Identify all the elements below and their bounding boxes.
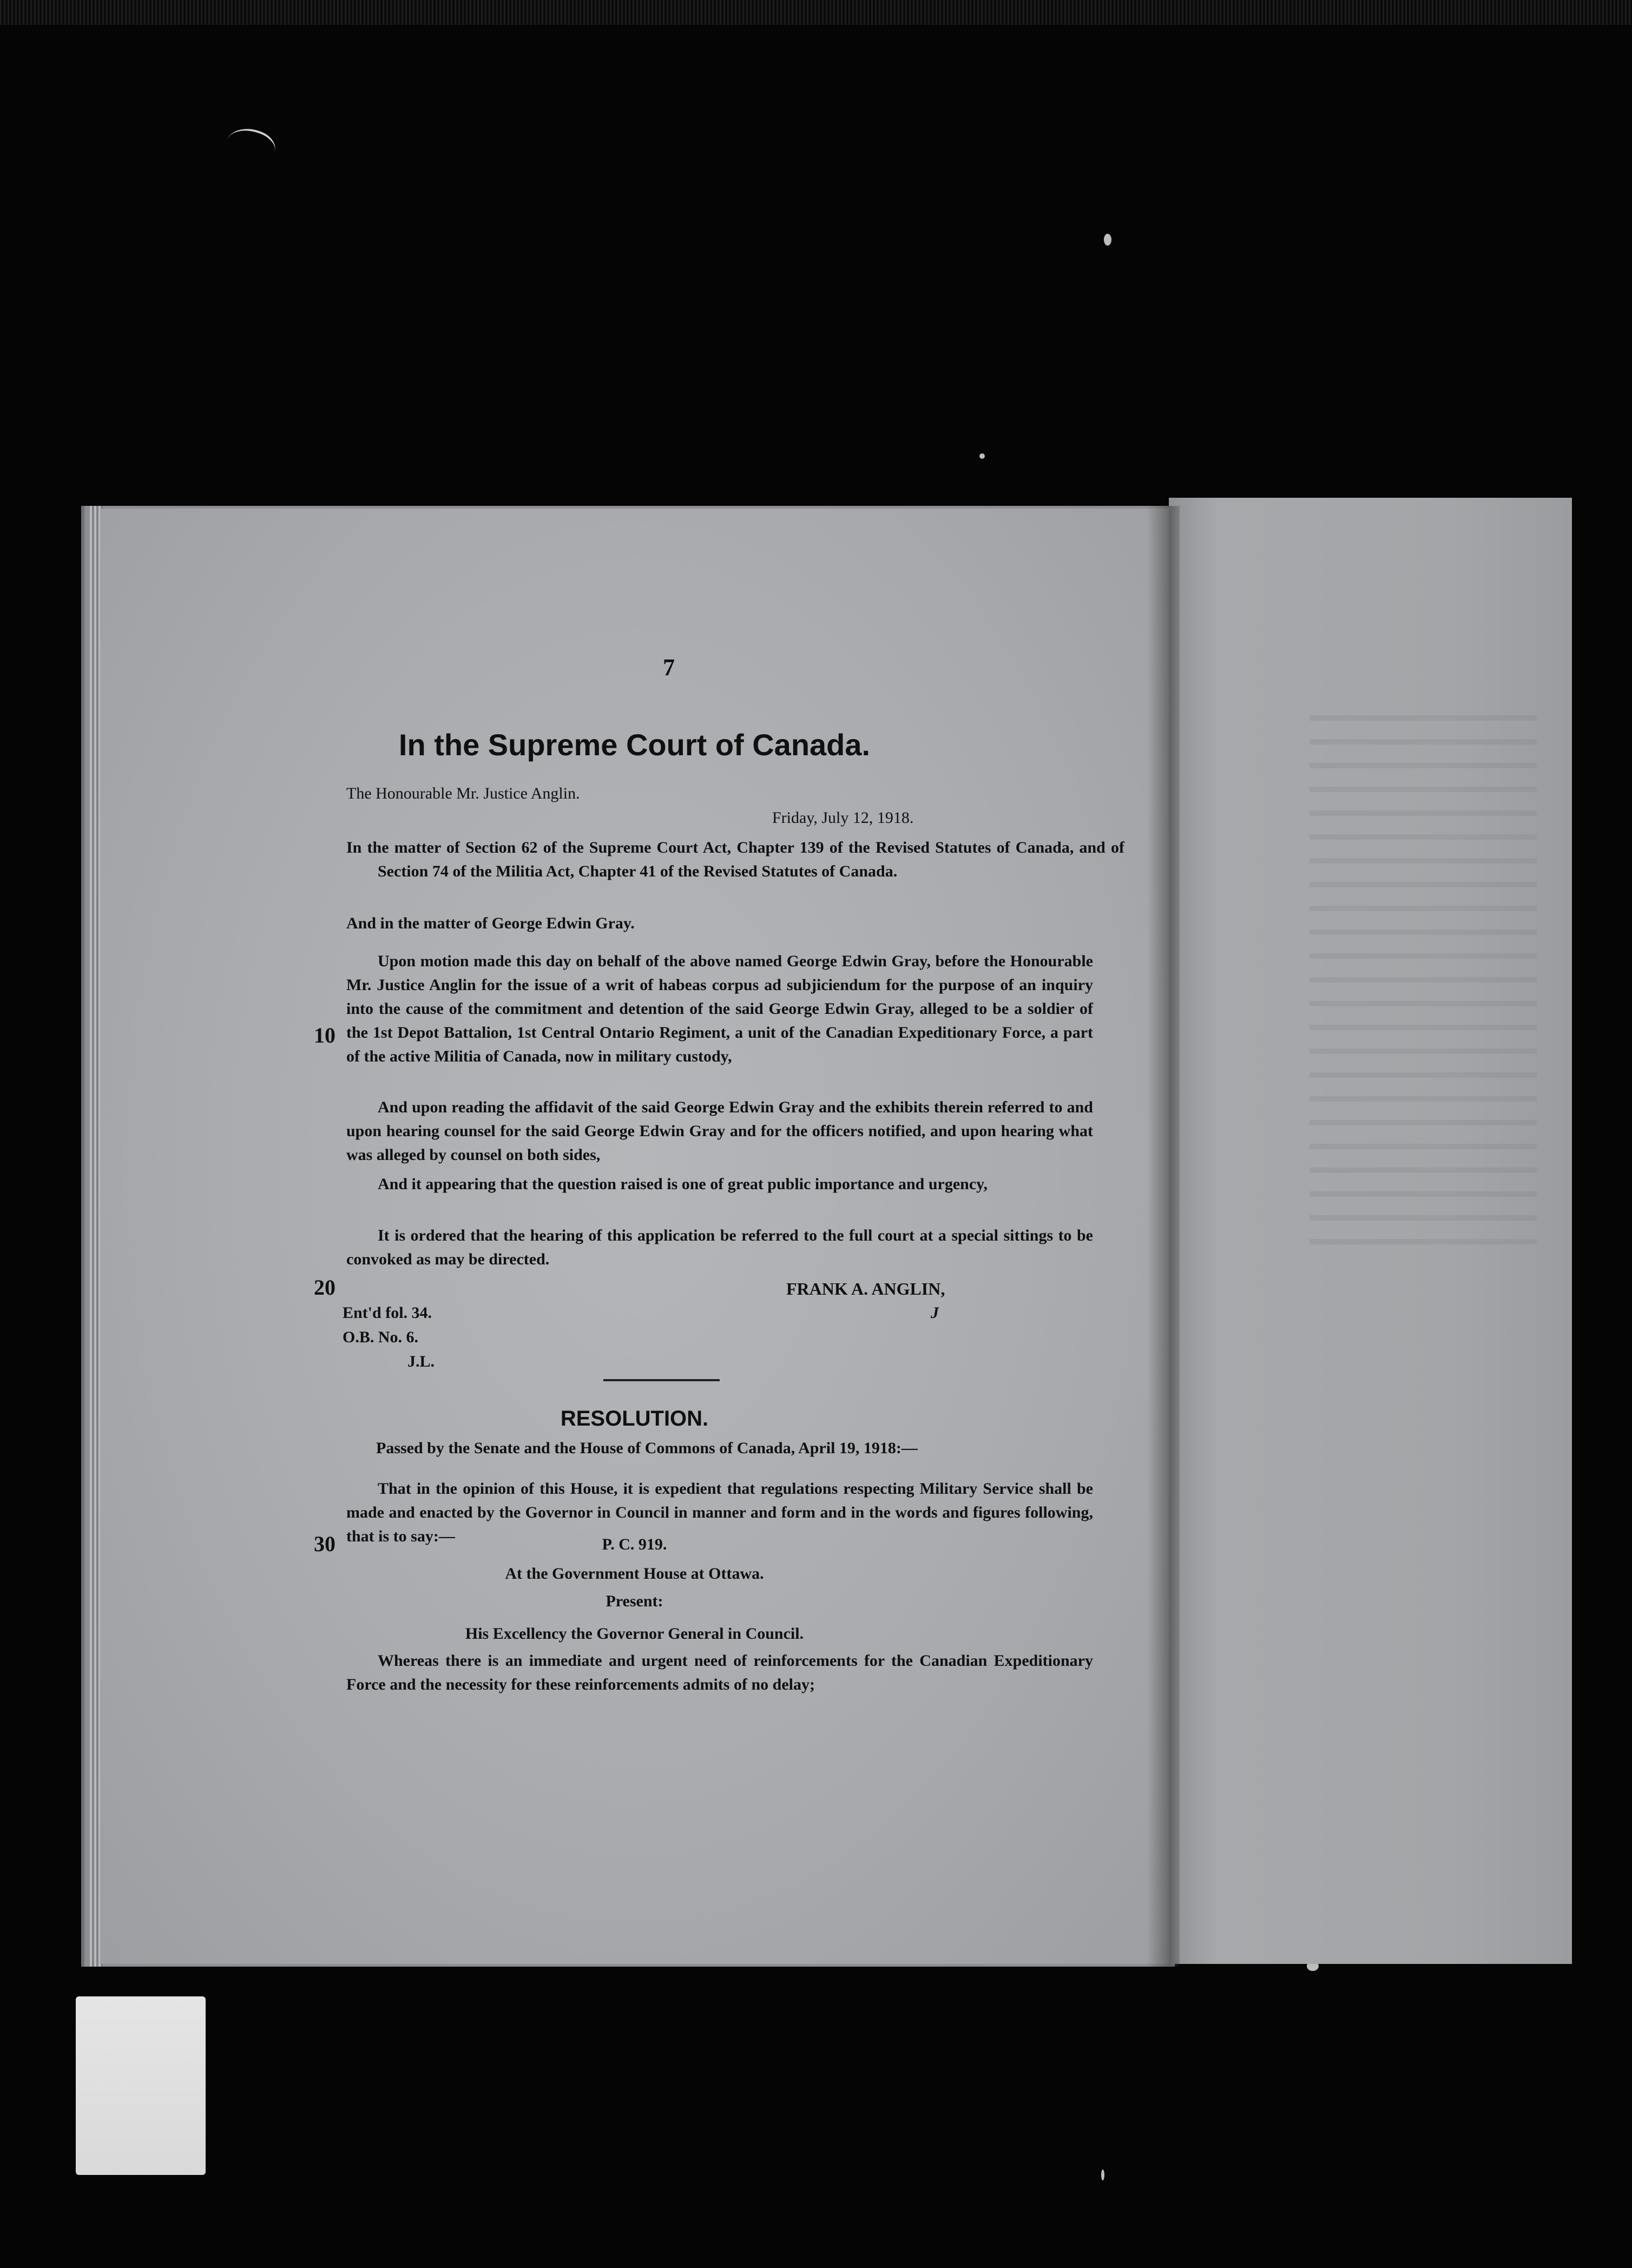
order-book-number: O.B. No. 6. <box>343 1328 419 1346</box>
resolution-heading: RESOLUTION. <box>560 1407 709 1430</box>
whereas-paragraph: Whereas there is an immediate and urgent need of reinforcements for the Canadian Expeditionary Force and the necessity for these reinforcements admits of no delay; <box>346 1652 1093 1693</box>
pc-number: P. C. 919. <box>602 1535 667 1553</box>
government-house-line: At the Government House at Ottawa. <box>505 1565 764 1583</box>
margin-line-number-10: 10 <box>314 1023 335 1047</box>
scan-hair-artifact <box>221 121 279 171</box>
ordered-paragraph: It is ordered that the hearing of this application be referred to the full court at a special sittings to be convoked as may be directed. <box>346 1227 1093 1268</box>
dust-speck <box>979 453 985 459</box>
date-line: Friday, July 12, 1918. <box>772 809 914 827</box>
motion-paragraph: Upon motion made this day on behalf of the above named George Edwin Gray, before the Honourable Mr. Justice Anglin for the issue of a writ of habeas corpus ad subjiciendum for the purpose of an inquiry into the cause of the commitment and detention of the said George Edwin Gray, alleged to be a soldier of the 1st Depot Battalion, 1st Central Ontario Regiment, a unit of the Canadian Expeditionary Force, a part of the active Militia of Canada, now in military custody, <box>346 952 1093 1065</box>
document-page <box>100 509 1169 1964</box>
paper-tab <box>76 1996 206 2175</box>
governor-line: His Excellency the Governor General in Council. <box>465 1625 804 1643</box>
margin-line-number-20: 20 <box>314 1275 335 1300</box>
page-number: 7 <box>663 654 675 681</box>
affidavit-paragraph: And upon reading the affidavit of the said George Edwin Gray and the exhibits therein referred to and upon hearing counsel for the said George Edwin Gray and for the officers notified, and upon hearing what was alleged by counsel on both sides, <box>346 1098 1093 1164</box>
resolution-paragraph: That in the opinion of this House, it is expedient that regulations respecting Military Service shall be made and enacted by the Governor in Council in manner and form and in the words and figures following, that is to say:— <box>346 1480 1093 1545</box>
clerk-initials: J.L. <box>407 1353 435 1370</box>
resolution-passed-line: Passed by the Senate and the House of Commons of Canada, April 19, 1918:— <box>376 1439 918 1457</box>
signature-initial: J <box>931 1304 939 1322</box>
signature: FRANK A. ANGLIN, <box>786 1279 945 1298</box>
entered-folio: Ent'd fol. 34. <box>343 1304 432 1322</box>
scan-border <box>0 0 1632 25</box>
binding-gutter <box>1147 506 1180 1967</box>
dust-speck <box>1104 234 1111 246</box>
matter-paragraph: In the matter of Section 62 of the Supreme Court Act, Chapter 139 of the Revised Statutes of Canada, and of Section 74 of the Militia Act, Chapter 41 of the Revised Statutes of Canada. <box>346 839 1124 880</box>
matter-george-edwin-gray: And in the matter of George Edwin Gray. <box>346 914 635 932</box>
appearing-paragraph: And it appearing that the question raised is one of great public importance and urgency, <box>378 1175 988 1193</box>
document-title: In the Supreme Court of Canada. <box>398 728 871 762</box>
facing-page-bleed-through <box>1309 703 1537 1244</box>
present-line: Present: <box>606 1592 663 1610</box>
section-divider <box>603 1379 720 1381</box>
margin-line-number-30: 30 <box>314 1532 335 1556</box>
justice-line: The Honourable Mr. Justice Anglin. <box>346 784 580 802</box>
dust-speck <box>1101 2170 1104 2180</box>
